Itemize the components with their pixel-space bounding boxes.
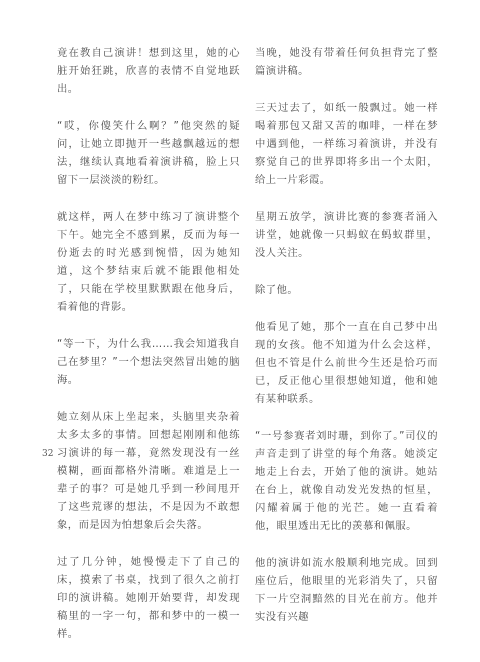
paragraph: 当晚，她没有带着任何负担背完了整篇演讲稿。	[255, 47, 438, 77]
paragraph: 三天过去了，如纸一般飘过。她一样喝着那包又甜又苦的咖啡，一样在梦中遇到他，一样练习着演讲，并没有察觉自己的世界即将多出一个太阳，给上一片彩霞。	[255, 102, 438, 186]
paragraph: 竟在教自己演讲！想到这里，她的心脏开始狂跳，欣喜的表情不自觉地跃出。	[57, 47, 240, 95]
paragraph: 就这样，两人在梦中练习了演讲整个下午。她完全不感到累，反而为每一份逝去的时光感到惋惜，因为她知道，这个梦结束后就不能跟他相处了，只能在学校里默默跟在他身后，看着他的背影。	[57, 211, 240, 313]
paragraph: 她立刻从床上坐起来，头脑里夹杂着太多太多的事情。回想起刚刚和他练习演讲的每一幕，竟然发现没有一丝模糊，画面都格外清晰。难道是上一辈子的事？可是她几乎到一秒间甩开了这些荒谬的想法，不是因为不敢想象，而是因为怕想象后会失落。	[57, 411, 240, 531]
paragraph: 星期五放学，演讲比赛的参赛者涌入讲堂，她就像一只蚂蚁在蚂蚁群里，没人关注。	[255, 211, 438, 259]
paragraph: 除了他。	[255, 284, 299, 296]
paragraph: 过了几分钟，她慢慢走下了自己的床，摸索了书桌，找到了很久之前打印的演讲稿。她刚开始要背，却发现稿里的一字一句，都和梦中的一模一样。	[57, 556, 240, 640]
paragraph: 他看见了她，那个一直在自己梦中出现的女孩。他不知道为什么会这样，但也不管是什么前世今生还是恰巧而已，反正他心里很想她知道，他和她有某种联系。	[255, 321, 438, 405]
paragraph: “哎，你傻笑什么啊？”他突然的疑问，让她立即抛开一些越飘越远的想法，继续认真地看着演讲稿，脸上只留下一层淡淡的粉红。	[57, 120, 240, 186]
page-number: 32	[42, 449, 54, 459]
paragraph: “等一下，为什么我……我会知道我自己在梦里？”一个想法突然冒出她的脑海。	[57, 338, 240, 386]
paragraph: “一号参赛者刘时珊，到你了。”司仪的声音走到了讲堂的每个角落。她淡定地走上台去，开始了他的演讲。她站在台上，就像自动发光发热的恒星，闪耀着属于他的光芒。她一直看着他，眼里透出无比的羡慕和佩服。	[255, 430, 438, 532]
left-column	[57, 44, 240, 662]
right-column	[255, 44, 438, 645]
paragraph: 他的演讲如流水般顺利地完成。回到座位后，他眼里的光彩消失了，只留下一片空洞黯然的目光在前方。他并实没有兴趣	[255, 557, 438, 623]
